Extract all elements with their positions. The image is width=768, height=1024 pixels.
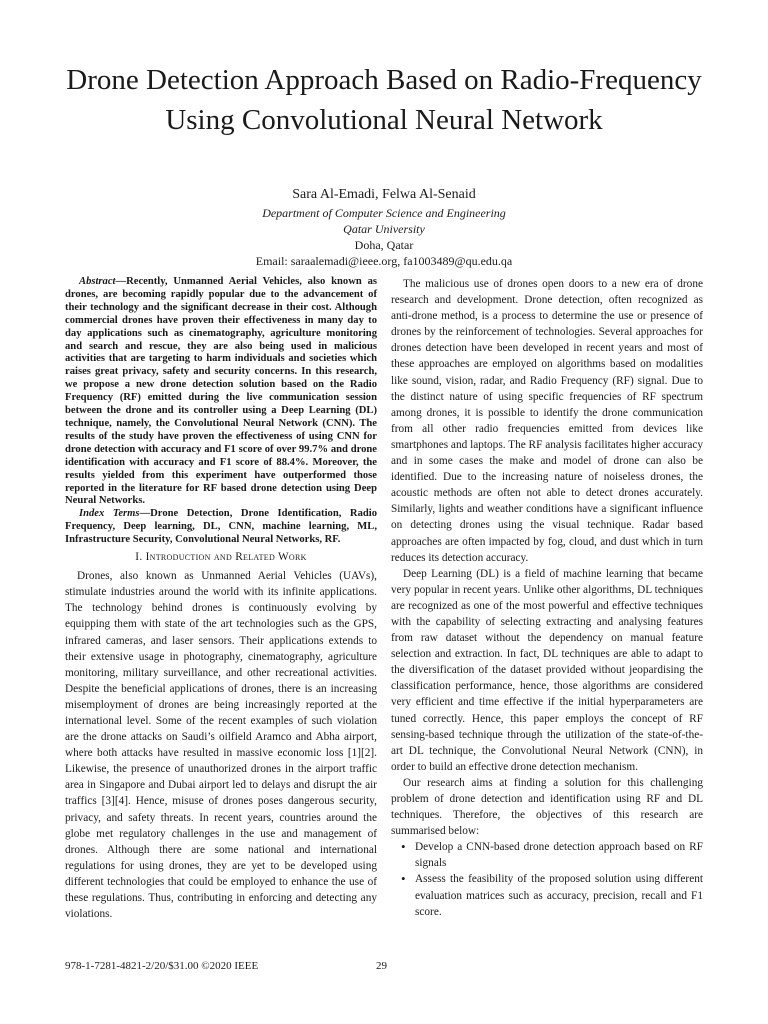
index-terms-text: —Drone Detection, Drone Identification, Radio Frequency, Deep learning, DL, CNN, machine learning, ML, Infrastructure Security, Convolutional Neural Networks, RF. <box>65 508 377 546</box>
objectives-list <box>391 839 703 919</box>
list-item: • Develop a CNN-based drone detection approach based on RF signals <box>415 839 703 871</box>
university: Qatar University <box>343 222 425 236</box>
body-paragraph: Our research aims at finding a solution for this challenging problem of drone detection and identification using RF and DL techniques. Therefore, the objectives of this research are summarised below: <box>391 776 703 838</box>
city: Doha, Qatar <box>354 238 414 252</box>
body-paragraph: The malicious use of drones open doors to a new era of drone research and development. Drone detection, often recognized as anti-drone method, is a process to determine the use or presence of drones by the reinforcement of technologies. Several approaches for drones detection have been developed in recent years and most of these approaches are employed on algorithms based on modalities like sound, vision, radar, and Radio Frequency (RF) signal. Due to the distinct nature of using specific frequencies of RF spectrum among drones, it is possible to identify the drone communication from all other radio frequencies emitted from devices like smartphones and laptops. The RF analysis facilitates higher accuracy and in some cases the make and model of drone can also be identified. Due to the increasing nature of noiseless drones, the acoustic methods are often not able to detect drones accurately. Similarly, lights and weather conditions have a significant influence on detecting drones using the visual technique. Radar based approaches are often impacted by fog, cloud, and dust which in turn reduces its detection accuracy. <box>391 278 703 564</box>
left-column <box>65 276 377 922</box>
abstract-lead: Abstract <box>79 276 116 287</box>
body-paragraph: Deep Learning (DL) is a field of machine learning that became very popular in recent years. Unlike other algorithms, DL techniques are recognized as one of the most powerful and effective techniques with the capability of selecting extracting and analysing features from raw dataset without the dependency on manual feature selection and extraction. In fact, DL techniques are able to adapt to the diversification of the dataset provided without jeopardising the classification performance, hence, those algorithms are considered very efficient and time effective if the initial hyperparameters are tuned correctly. Hence, this paper employs the concept of RF sensing-based technique through the utilization of the state-of-the-art DL technique, the Convolutional Neural Network (CNN), in order to build an effective drone detection mechanism. <box>391 567 703 773</box>
abstract-text: —Recently, Unmanned Aerial Vehicles, also known as drones, are becoming rapidly popular due to the advancement of their technology and the significant decrease in their cost. Although commercial drones have proven their effectiveness in many day to day applications such as cinematography, agriculture monitoring and search and rescue, they are also being used in malicious activities that are targeting to harm individuals and societies which raises great privacy, safety and security concerns. In this research, we propose a new drone detection solution based on the Radio Frequency (RF) emitted during the live communication session between the drone and its controller using a Deep Learning (DL) technique, namely, the Convolutional Neural Network (CNN). The results of the study have proven the effectiveness of using CNN for drone detection with accuracy and F1 score of over 99.7% and drone identification with accuracy and F1 score of 88.4%. Moreover, the results yielded from this experiment have outperformed those reported in the literature for RF based drone detection using Deep Neural Networks. <box>65 276 377 507</box>
page-number: 29 <box>376 960 387 972</box>
department: Department of Computer Science and Engineering <box>262 206 506 220</box>
list-item: • Assess the feasibility of the proposed solution using different evaluation matrices such as accuracy, precision, recall and F1 score. <box>415 871 703 919</box>
copyright-footer: 978-1-7281-4821-2/20/$31.00 ©2020 IEEE <box>65 960 259 972</box>
index-terms <box>65 508 377 547</box>
right-column <box>391 276 703 920</box>
paper-title: Drone Detection Approach Based on Radio-Frequency Using Convolutional Neural Network <box>66 64 702 136</box>
author-list: Sara Al-Emadi, Felwa Al-Senaid <box>292 187 476 202</box>
email-line: Email: saraalemadi@ieee.org, fa1003489@qu.edu.qa <box>255 254 513 268</box>
section-heading-introduction: I. Introduction and Related Work <box>135 551 307 564</box>
intro-paragraph: Drones, also known as Unmanned Aerial Vehicles (UAVs), stimulate industries around the world with its infinite applications. The technology behind drones is continuously evolving by equipping them with state of the art technologies such as the GPS, infrared cameras, and laser sensors. Their applications extends to their extensive usage in photography, cinematography, agriculture monitoring, military surveillance, and other recreational activities. Despite the beneficial applications of drones, there is an increasing misemployment of drones are being increasingly reported at the international level. Some of the recent examples of such violation are the drone attacks on Saudi’s oilfield Aramco and Abha airport, where both attacks have resulted in massive economic loss [1][2]. Likewise, the presence of unauthorized drones in the airport traffic area in Singapore and Dubai airport led to delays and disrupt the air traffics [3][4]. Hence, misuse of drones poses dangerous security, privacy, and safety threats. In recent years, countries around the globe met regulatory challenges in the use and management of drones. Although there are some national and international regulations for using drones, they are yet to be developed using different technologies that could be employed to enhance the use of these regulations. Thus, contributing in enforcing and detecting any violations. <box>65 570 377 921</box>
abstract <box>65 276 377 508</box>
index-terms-lead: Index Terms <box>79 508 140 520</box>
affiliation-block <box>60 205 708 269</box>
